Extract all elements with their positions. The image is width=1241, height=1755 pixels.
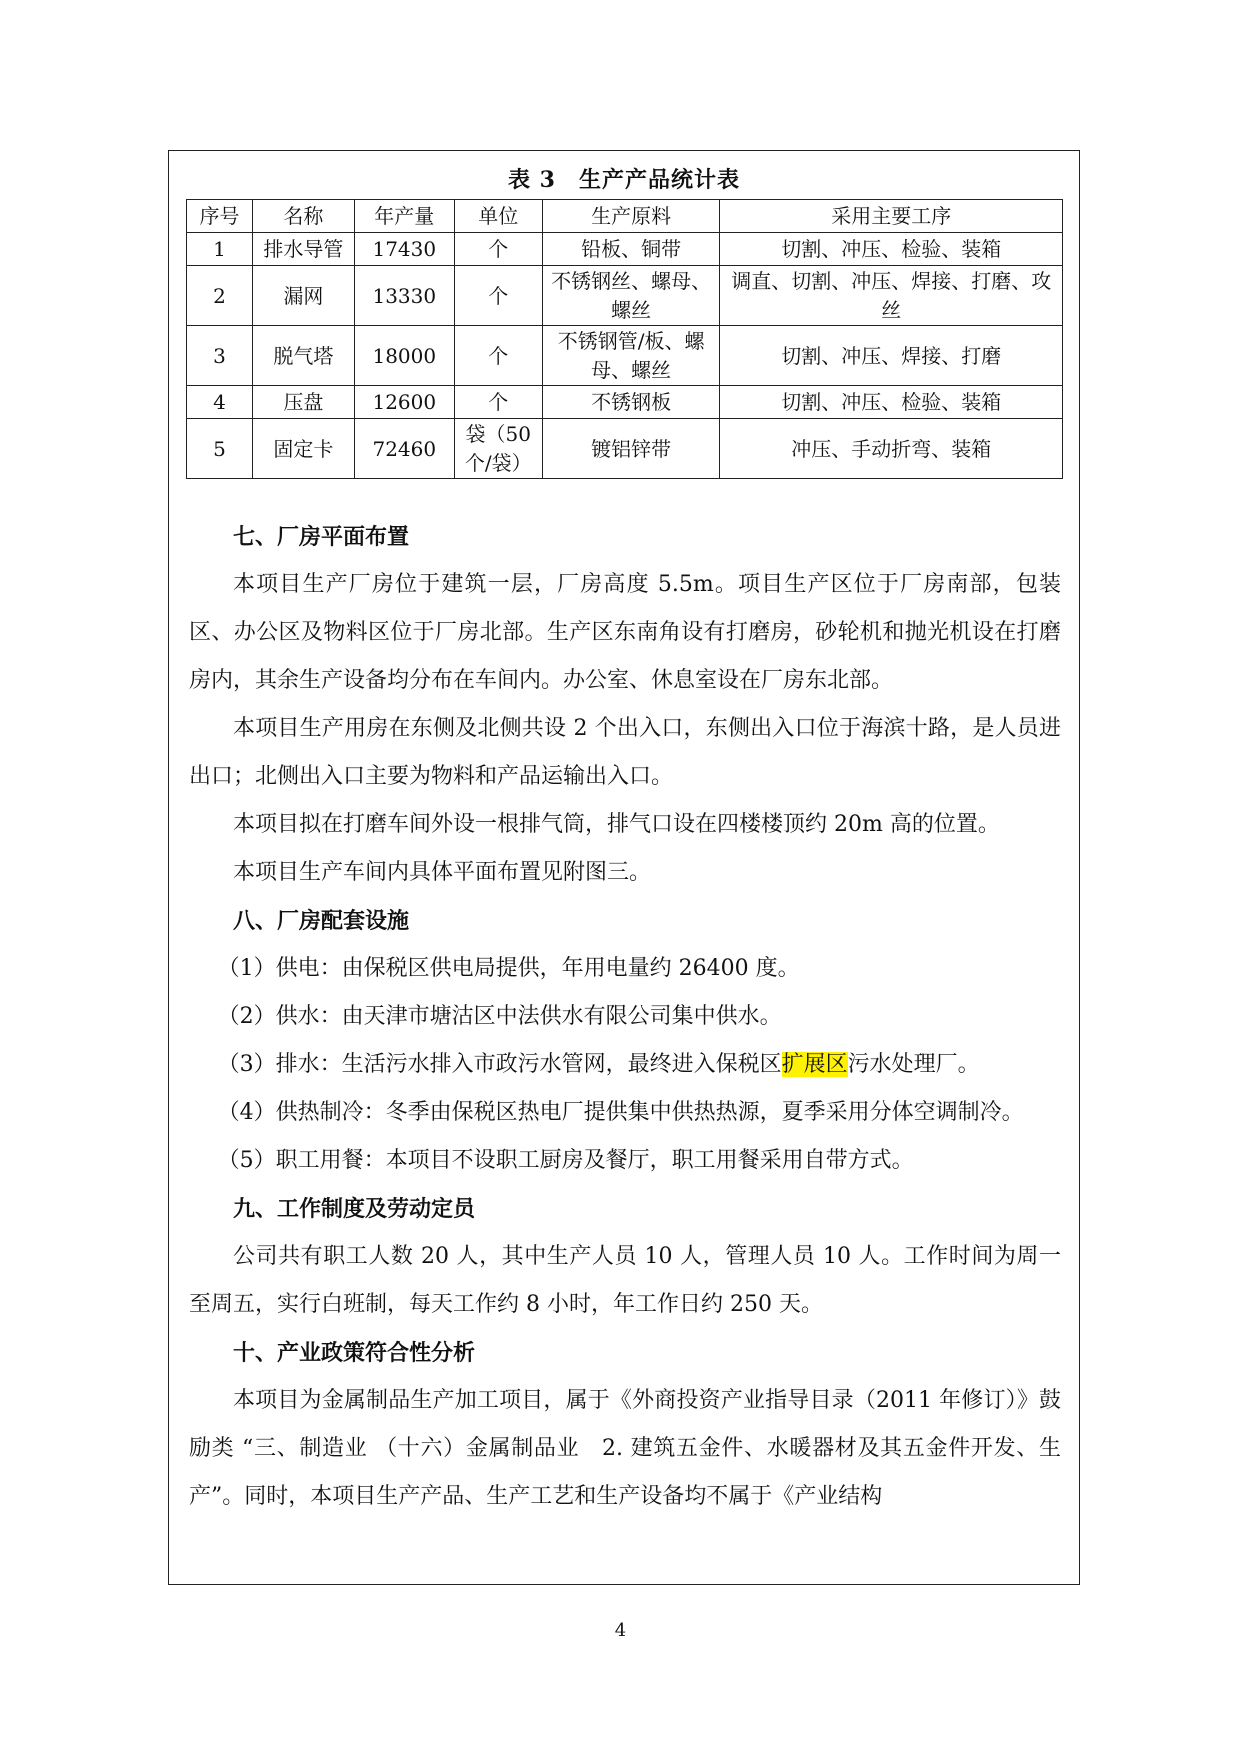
table-cell: 袋（50个/袋）: [454, 419, 542, 479]
table-cell: 切割、冲压、检验、装箱: [720, 386, 1063, 419]
table-row: [187, 233, 1063, 266]
paragraph: 本项目生产厂房位于建筑一层，厂房高度 5.5m。项目生产区位于厂房南部，包装区、办公区及物料区位于厂房北部。生产区东南角设有打磨房，砂轮机和抛光机设在打磨房内，其余生产设备均分布在车间内。办公室、休息室设在厂房东北部。: [189, 572, 1061, 693]
section-heading-9: 九、工作制度及劳动定员: [233, 1196, 476, 1222]
table-cell: 个: [454, 386, 542, 419]
table-cell: 个: [454, 233, 542, 266]
list-item: [189, 1041, 1061, 1089]
table-cell: 17430: [354, 233, 454, 266]
table-cell: 压盘: [252, 386, 354, 419]
table-cell: 漏网: [252, 266, 354, 326]
table-cell: 铅板、铜带: [542, 233, 720, 266]
table-cell: 5: [187, 419, 253, 479]
list-item-text: 污水处理厂。: [847, 1052, 980, 1077]
document-body: [189, 513, 1061, 1521]
paragraph: 公司共有职工人数 20 人，其中生产人员 10 人，管理人员 10 人。工作时间为周一至周五，实行白班制，每天工作约 8 小时，年工作日约 250 天。: [189, 1244, 1061, 1317]
header-cell: 年产量: [354, 200, 454, 233]
table-cell: 2: [187, 266, 253, 326]
header-cell: 名称: [252, 200, 354, 233]
section-heading-10: 十、产业政策符合性分析: [233, 1340, 476, 1366]
table-cell: 切割、冲压、焊接、打磨: [720, 326, 1063, 386]
product-statistics-table: [186, 199, 1063, 479]
table-cell: 不锈钢丝、螺母、螺丝: [542, 266, 720, 326]
table-cell: 调直、切割、冲压、焊接、打磨、攻丝: [720, 266, 1063, 326]
table-cell: 3: [187, 326, 253, 386]
list-item: （5）职工用餐：本项目不设职工厨房及餐厅，职工用餐采用自带方式。: [217, 1148, 914, 1173]
table-cell: 固定卡: [252, 419, 354, 479]
table-cell: 排水导管: [252, 233, 354, 266]
table-row: [187, 386, 1063, 419]
table-cell: 个: [454, 326, 542, 386]
table-header-row: [187, 200, 1063, 233]
table-cell: 镀铝锌带: [542, 419, 720, 479]
table-cell: 12600: [354, 386, 454, 419]
section-heading-8: 八、厂房配套设施: [233, 908, 410, 934]
table-cell: 切割、冲压、检验、装箱: [720, 233, 1063, 266]
table-row: [187, 419, 1063, 479]
table-cell: 4: [187, 386, 253, 419]
list-item: （1）供电：由保税区供电局提供，年用电量约 26400 度。: [217, 956, 800, 981]
table-cell: 72460: [354, 419, 454, 479]
list-item: （4）供热制冷：冬季由保税区热电厂提供集中供热热源，夏季采用分体空调制冷。: [217, 1100, 1024, 1125]
header-cell: 单位: [454, 200, 542, 233]
section-heading-7: 七、厂房平面布置: [233, 524, 410, 550]
table-cell: 个: [454, 266, 542, 326]
paragraph: 本项目为金属制品生产加工项目，属于《外商投资产业指导目录（2011 年修订）》鼓励类 “三、制造业 （十六）金属制品业 2. 建筑五金件、水暖器材及其五金件开发、生产”。同时，本项目生产产品、生产工艺和生产设备均不属于《产业结构: [189, 1388, 1061, 1509]
header-cell: 生产原料: [542, 200, 720, 233]
table-row: [187, 266, 1063, 326]
table-cell: 不锈钢板: [542, 386, 720, 419]
table-cell: 不锈钢管/板、螺母、螺丝: [542, 326, 720, 386]
highlighted-text: 扩展区: [781, 1052, 848, 1077]
table-row: [187, 326, 1063, 386]
table-cell: 1: [187, 233, 253, 266]
paragraph: 本项目生产用房在东侧及北侧共设 2 个出入口，东侧出入口位于海滨十路，是人员进出口；北侧出入口主要为物料和产品运输出入口。: [189, 716, 1061, 789]
table-cell: 13330: [354, 266, 454, 326]
table-cell: 18000: [354, 326, 454, 386]
list-item: （2）供水：由天津市塘沽区中法供水有限公司集中供水。: [217, 1004, 782, 1029]
table-cell: 冲压、手动折弯、装箱: [720, 419, 1063, 479]
table-title: 表 3 生产产品统计表: [508, 167, 740, 193]
paragraph: 本项目拟在打磨车间外设一根排气筒，排气口设在四楼楼顶约 20m 高的位置。: [233, 812, 1000, 837]
header-cell: 序号: [187, 200, 253, 233]
header-cell: 采用主要工序: [720, 200, 1063, 233]
table-cell: 脱气塔: [252, 326, 354, 386]
page-number: 4: [614, 1620, 627, 1641]
list-item-text: （3）排水：生活污水排入市政污水管网，最终进入保税区: [217, 1052, 782, 1077]
content-frame: [168, 150, 1080, 1585]
paragraph: 本项目生产车间内具体平面布置见附图三。: [233, 860, 652, 885]
